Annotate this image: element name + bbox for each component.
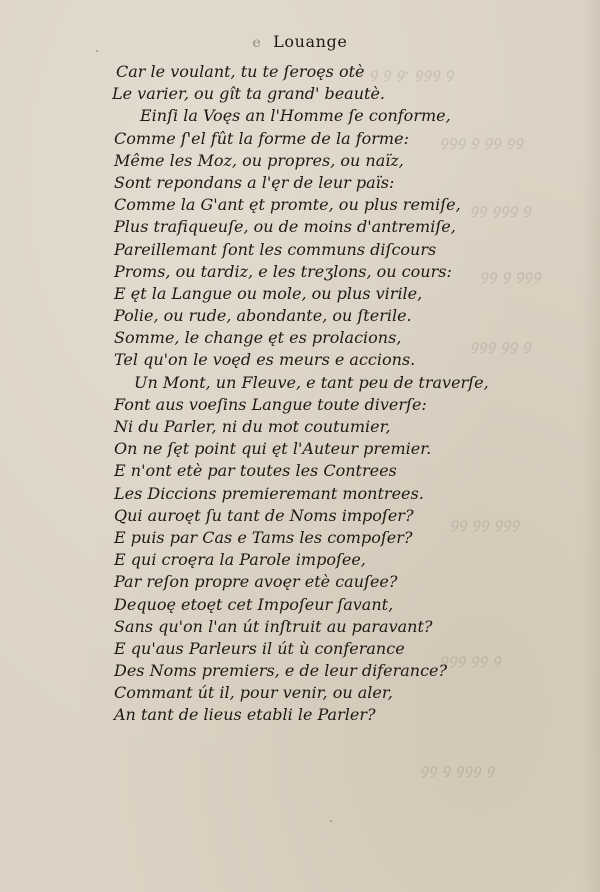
verse-line: Les Diccions premieremant montrees. [114, 483, 424, 503]
verse-line: Commant út il, pour venir, ou aler, [114, 683, 393, 703]
show-through-text: ꝯꝯ ꝯꝯ ꝯꝯꝯ [450, 516, 521, 532]
verse-line: Einſi la Voęs an l'Homme ſe conforme, [140, 106, 451, 126]
show-through-text: ꝯꝯ ꝯ ꝯꝯꝯ ꝯ [420, 762, 495, 778]
show-through-text: — ꝯ ꝯ ꝯ· ꝯꝯꝯ ꝯ [350, 66, 454, 82]
running-title: Louange [273, 32, 348, 51]
verse-line: Font aus voeſins Langue toute diverſe: [114, 394, 427, 414]
verse-line: E n'ont etè par toutes les Contrees [114, 461, 397, 481]
page-header [0, 32, 600, 51]
show-through-text: ꝯꝯꝯ ꝯꝯ ꝯ [440, 652, 502, 668]
verse-line: E qu'aus Parleurs il út ù conferance [114, 638, 405, 658]
verse-line: Plus trafiqueuſe, ou de moins d'antremiſe, [114, 217, 456, 237]
verse-line: Par reſon propre avoęr etè cauſee? [114, 572, 398, 592]
header-mark: e [252, 35, 262, 51]
verse-line: Même les Moz, ou propres, ou naïz, [114, 150, 404, 170]
verse-line: Sont repondans a l'ęr de leur païs: [114, 172, 395, 192]
paper-speck [330, 820, 332, 822]
verse-block [0, 61, 600, 727]
show-through-text: ꝯꝯꝯ ꝯ ꝯꝯ ꝯꝯ [440, 134, 524, 150]
verse-line: Comme la G'ant ęt promte, ou plus remiſe, [114, 195, 461, 215]
verse-line: E qui croęra la Parole impoſee, [114, 550, 366, 570]
verse-line: Comme ſ'el fût la forme de la forme: [114, 128, 409, 148]
verse-line: E ęt la Langue ou mole, ou plus virile, [114, 283, 423, 303]
verse-line: E puis par Cas e Tams les compoſer? [114, 527, 413, 547]
verse-line: Car le voulant, tu te ſeroęs otè [116, 62, 365, 81]
verse-line: An tant de lieus etabli le Parler? [114, 705, 376, 725]
verse-line: Sans qu'on l'an út inſtruit au paravant? [114, 616, 433, 636]
verse-line: Un Mont, un Fleuve, e tant peu de traverſe, [134, 372, 489, 392]
verse-line: Polie, ou rude, abondante, ou ſterile. [114, 306, 412, 326]
show-through-text: ꝯꝯ ꝯꝯꝯ ꝯ [470, 202, 532, 218]
verse-line: Proms, ou tardiz, e les treʒlons, ou cours: [114, 261, 452, 281]
verse-line: Somme, le change ęt es prolacions, [114, 328, 402, 348]
verse-line: Le varier, ou gît ta grand' beautè. [112, 84, 386, 104]
show-through-text: ꝯꝯ ꝯ ꝯꝯꝯ [480, 268, 542, 284]
verse-line: Dequoę etoęt cet Impoſeur ſavant, [114, 594, 394, 614]
show-through-text: ꝯꝯꝯ ꝯꝯ ꝯ [470, 338, 532, 354]
verse-line: On ne ſęt point qui ęt l'Auteur premier. [114, 439, 432, 459]
verse-line: Tel qu'on le voęd es meurs e accions. [114, 350, 416, 370]
verse-line: Des Noms premiers, e de leur diferance? [114, 661, 448, 681]
verse-line: Pareillemant ſont les communs diſcours [114, 239, 437, 259]
verse-line: Ni du Parler, ni du mot coutumier, [114, 417, 391, 436]
verse-line: Qui auroęt ſu tant de Noms impoſer? [114, 505, 414, 525]
